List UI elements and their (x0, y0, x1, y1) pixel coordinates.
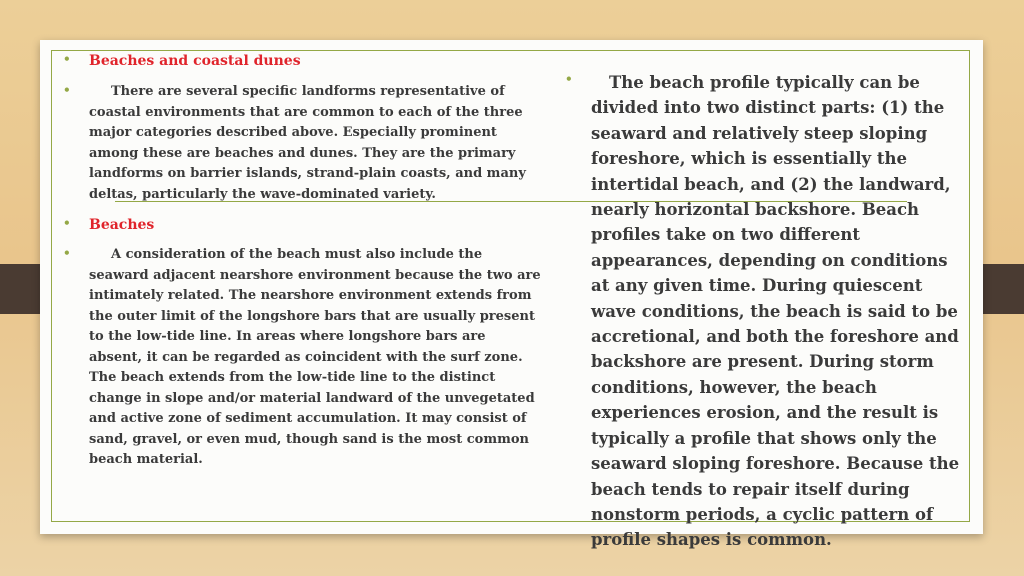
paragraph-row-1 (63, 82, 541, 205)
heading-beaches-and-coastal-dunes: Beaches and coastal dunes (89, 53, 301, 69)
paragraph-beach-profile: The beach profile typically can be divided into two distinct parts: (1) the seaward and relatively steep sloping foreshore, which is essentially the intertidal beach, and (2) the landward, nearly horizontal backshore. Beach profiles take on two different appearances, depending on conditions at any given time. During quiescent wave conditions, the beach is said to be accretional, and both the foreshore and backshore are present. During storm conditions, however, the beach experiences erosion, and the result is typically a profile that shows only the seaward sloping foreshore. Because the beach tends to repair itself during nonstorm periods, a cyclic pattern of profile shapes is common. (591, 73, 960, 550)
heading-beaches: Beaches (89, 217, 155, 233)
bullet-icon: • (63, 246, 71, 260)
bullet-icon: • (63, 216, 71, 230)
paragraph-row-right (565, 70, 963, 553)
bullet-icon: • (565, 72, 573, 86)
heading-row-beaches-dunes (63, 52, 541, 70)
paragraph-beach-nearshore: A consideration of the beach must also include the seaward adjacent nearshore environment because the two are intimately related. The nearshore environment extends from the outer limit of the longshore bars that are usually present to the low-tide line. In areas where longshore bars are absent, it can be regarded as coincident with the surf zone. The beach extends from the low-tide line to the distinct change in slope and/or material landward of the unvegetated and active zone of sediment accumulation. It may consist of sand, gravel, or even mud, though sand is the most common beach material. (89, 247, 541, 467)
heading-row-beaches (63, 216, 541, 234)
right-column (565, 70, 963, 553)
paragraph-row-2 (63, 245, 541, 471)
bullet-icon: • (63, 52, 71, 66)
left-column (63, 52, 541, 471)
bullet-icon: • (63, 83, 71, 97)
slide (40, 40, 983, 550)
paragraph-landforms: There are several specific landforms representative of coastal environments that are common to each of the three major categories described above. Especially prominent among these are beaches and dunes. They are the primary landforms on barrier islands, strand-plain coasts, and many deltas, particularly the wave-dominated variety. (89, 84, 526, 202)
